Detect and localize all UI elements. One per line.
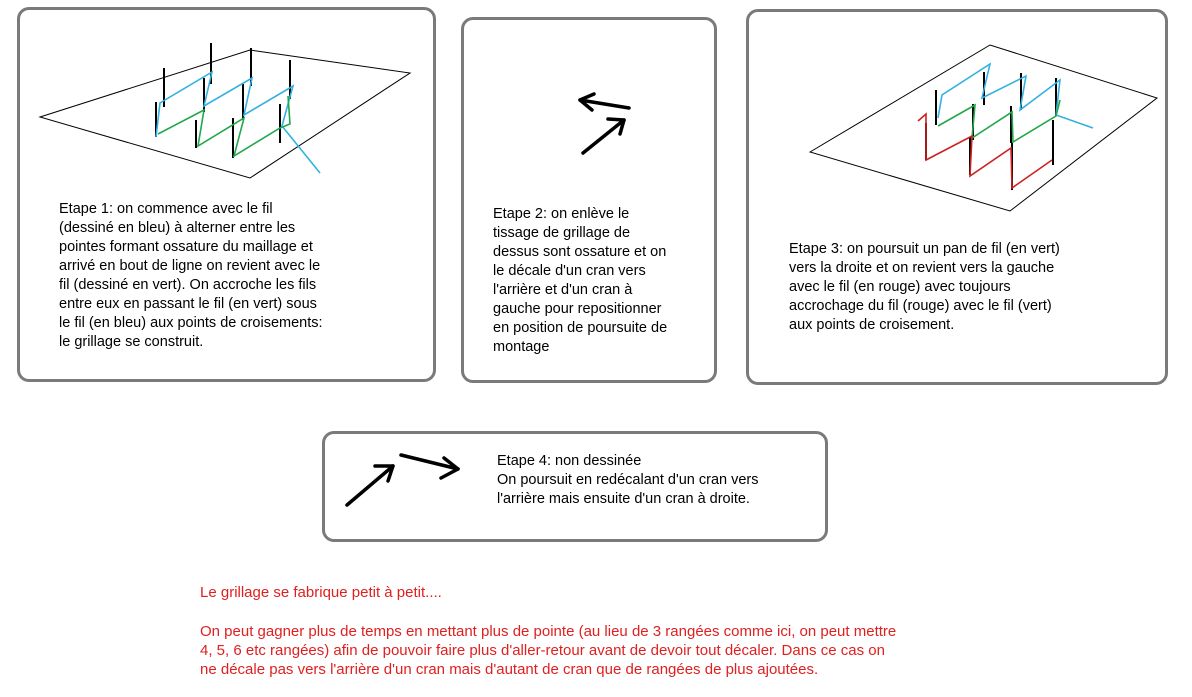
note-detail: On peut gagner plus de temps en mettant plus de pointe (au lieu de 3 rangées comme ici, on peut mettre 4, 5, 6 etc rangées) afin de pouvoir faire plus d'aller-retour avant de devoir tout décaler. Dans ce cas on ne décale pas vers l'arrière d'un cran mais d'autant de cran que de rangées de plus ajoutées. bbox=[200, 623, 897, 678]
arrow-up-right-icon bbox=[347, 466, 393, 505]
step-3-text: Etape 3: on poursuit un pan de fil (en vert) vers la droite et on revient vers la gauche avec le fil (en rouge) avec toujours accrochage du fil (rouge) avec le fil (vert) aux points de croisement. bbox=[789, 241, 1060, 333]
arrow-right-icon bbox=[401, 455, 458, 478]
step-2-text: Etape 2: on enlève le tissage de grillage de dessus sont ossature et on le décale d'un cran vers l'arrière et d'un cran à gauche pour repositionner en position de poursuite de montage bbox=[493, 206, 668, 355]
note-intro: Le grillage se fabrique petit à petit.... bbox=[200, 584, 442, 601]
step-1-text: Etape 1: on commence avec le fil (dessiné en bleu) à alterner entre les pointes formant ossature du maillage et arrivé en bout de ligne on revient avec le fil (dessiné en vert). On accroche les fils entre eux en passant le fil (en vert) sous le fil (en bleu) aux points de croisements: le grillage se construit. bbox=[59, 201, 323, 350]
step-4-text: Etape 4: non dessinée On poursuit en redécalant d'un cran vers l'arrière mais ensuite d'un cran à droite. bbox=[497, 453, 759, 507]
